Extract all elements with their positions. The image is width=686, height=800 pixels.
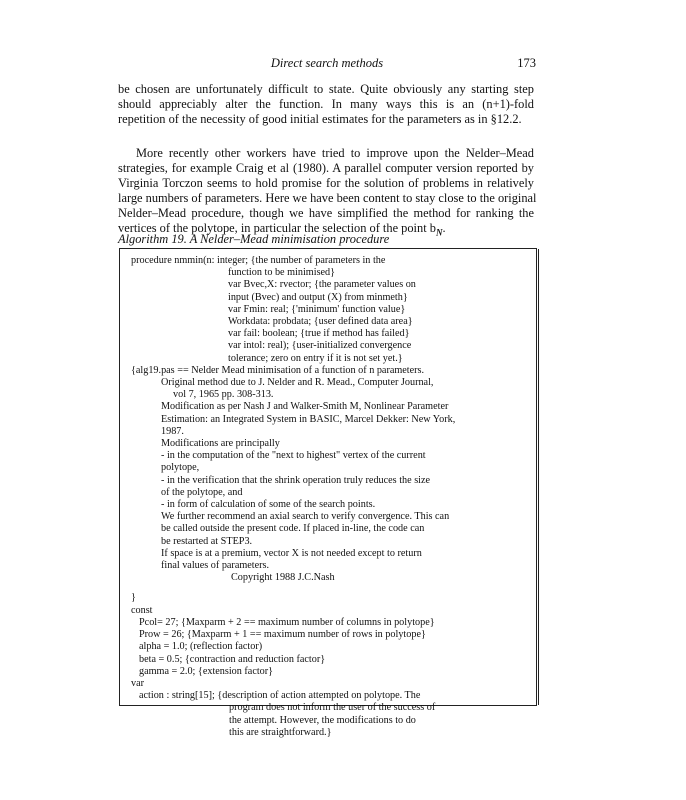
code-line: - in form of calculation of some of the search points. xyxy=(161,499,376,511)
code-line: this are straightforward.} xyxy=(229,726,332,738)
code-line: Workdata: probdata; {user defined data area} xyxy=(228,316,413,328)
code-line: polytope, xyxy=(161,462,200,474)
code-line: Pcol= 27; {Maxparm + 2 == maximum number of columns in polytope} xyxy=(139,616,435,628)
text-fragment: . xyxy=(442,221,446,235)
code-line: Modification as per Nash J and Walker-Smith M, Nonlinear Parameter xyxy=(161,401,449,413)
text-line: Virginia Torczon seems to hold promise for the solution of problems in relatively xyxy=(118,176,534,190)
code-line: final values of parameters. xyxy=(161,560,270,572)
paragraph-2 xyxy=(118,146,537,240)
text-line: repetition of the necessity of good initial estimates for the parameters as in §12.2. xyxy=(118,112,522,126)
subscript-n: N xyxy=(435,227,443,238)
code-line: } xyxy=(131,592,136,604)
code-line: - in the computation of the "next to highest" vertex of the current xyxy=(161,450,426,462)
code-line: procedure nmmin(n: integer; {the number of parameters in the xyxy=(131,255,386,266)
code-line: We further recommend an axial search to verify convergence. This can xyxy=(161,511,450,523)
code-line: beta = 0.5; {contraction and reduction factor} xyxy=(139,653,326,665)
code-line: Estimation: an Integrated System in BASIC, Marcel Dekker: New York, xyxy=(161,413,456,425)
code-line: be called outside the present code. If placed in-line, the code can xyxy=(161,523,425,535)
text-line: Nelder–Mead procedure, though we have simplified the method for ranking the xyxy=(118,206,534,220)
code-line: vol 7, 1965 pp. 308-313. xyxy=(173,389,274,401)
running-title: Direct search methods xyxy=(270,56,384,70)
text-line: be chosen are unfortunately difficult to state. Quite obviously any starting step xyxy=(118,82,534,96)
code-line: var fail: boolean; {true if method has failed} xyxy=(228,328,410,340)
text-line: More recently other workers have tried to improve upon the Nelder–Mead xyxy=(136,146,534,160)
code-line: var Fmin: real; {'minimum' function value} xyxy=(228,303,406,315)
code-line: var Bvec,X: rvector; {the parameter values on xyxy=(228,279,416,291)
code-line: var intol: real); {user-initialized convergence xyxy=(228,340,412,352)
code-line: var xyxy=(131,677,145,689)
text-fragment: vertices of the polytope, in particular the selection of the point b xyxy=(118,221,436,235)
text-line: strategies, for example Craig et al (1980). A parallel computer version reported by xyxy=(118,161,534,175)
code-line: the attempt. However, the modifications to do xyxy=(229,714,416,726)
code-line: Prow = 26; {Maxparm + 1 == maximum number of rows in polytope} xyxy=(139,629,426,641)
code-line: input (Bvec) and output (X) from minmeth} xyxy=(228,291,408,303)
code-line: If space is at a premium, vector X is not needed except to return xyxy=(161,547,422,559)
code-line: - in the verification that the shrink operation truly reduces the size xyxy=(161,474,431,486)
code-line: Original method due to J. Nelder and R. Mead., Computer Journal, xyxy=(161,377,434,389)
code-line: Copyright 1988 J.C.Nash xyxy=(231,572,335,584)
code-line: 1987. xyxy=(161,425,184,437)
code-line: tolerance; zero on entry if it is not set yet.} xyxy=(228,352,403,364)
code-line: of the polytope, and xyxy=(161,486,243,498)
code-line: alpha = 1.0; (reflection factor) xyxy=(139,641,263,653)
algorithm-caption: Algorithm 19. A Nelder–Mead minimisation procedure xyxy=(118,232,390,246)
text-line: large numbers of parameters. Here we have been content to stay close to the original xyxy=(118,191,537,205)
paragraph-1 xyxy=(118,82,534,127)
code-line: {alg19.pas == Nelder Mead minimisation of a function of n parameters. xyxy=(131,364,425,376)
code-line: action : string[15]; {description of action attempted on polytope. The xyxy=(139,690,421,702)
page-number: 173 xyxy=(517,56,536,70)
code-line: function to be minimised} xyxy=(228,267,336,279)
code-line: gamma = 2.0; {extension factor} xyxy=(139,665,274,677)
code-line: be restarted at STEP3. xyxy=(161,535,253,547)
code-listing xyxy=(131,255,531,739)
text-line: should appreciably alter the function. In many ways this is an (n+1)-fold xyxy=(118,97,534,111)
code-line: Modifications are principally xyxy=(161,438,280,450)
code-line: program does not inform the user of the success of xyxy=(229,702,436,714)
code-line: const xyxy=(131,604,153,616)
